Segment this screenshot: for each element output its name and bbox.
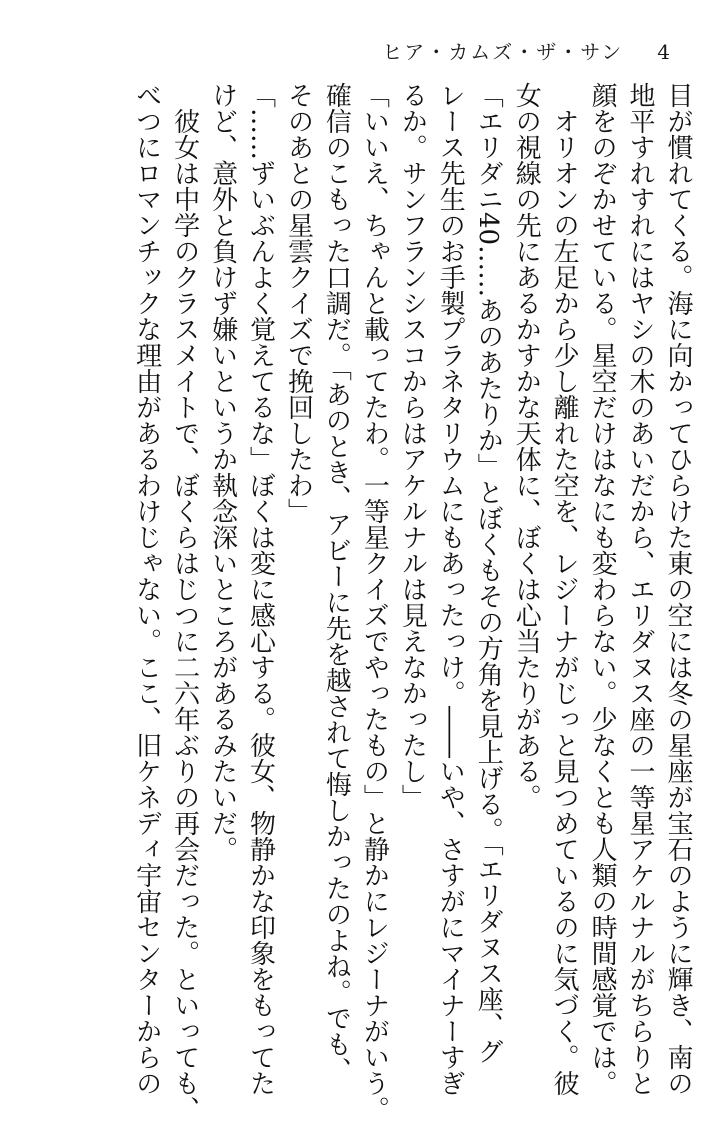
text-line: 地平すれすれにはヤシの木のあいだから、エリダヌス座の一等星アケルナルがちらりと: [625, 82, 656, 1096]
text-line: べつにロマンチックな理由があるわけじゃない。ここ、旧ケネディ宇宙センターからの: [131, 82, 162, 1096]
text-line: 女の視線の先にあるかすかな天体に、ぼくは心当たりがある。: [511, 82, 542, 810]
text-line: けど、意外と負けず嫌いというか執念深いところがあるみたいだ。: [207, 82, 238, 862]
running-header: [382, 36, 672, 65]
text-line: 顔をのぞかせている。星空だけはなにも変わらない。少なくとも人類の時間感覚では。: [587, 82, 618, 1096]
text-line: レース先生のお手製プラネタリウムにもあったっけ。――いや、さすがにマイナーすぎ: [435, 82, 466, 1096]
text-line: るか。サンフランシスコからはアケルナルは見えなかったし」: [397, 82, 428, 810]
text-line: 「いいえ、ちゃんと載ってたわ。一等星クイズでやったもの」と静かにレジーナがいう。: [359, 82, 390, 1122]
text-line: そのあとの星雲クイズで挽回したわ」: [283, 82, 314, 524]
text-line: 「……ずいぶんよく覚えてるな」ぼくは変に感心する。彼女、物静かな印象をもってた: [245, 82, 276, 1096]
text-line: オリオンの左足から少し離れた空を、レジーナがじっと見つめているのに気づく。彼: [549, 82, 580, 1096]
body-text: [16, 82, 696, 1122]
page-number: 4: [657, 40, 672, 64]
text-line: 確信のこもった口調だ。「あのとき、アビーに先を越されて悔しかったのよね。でも、: [321, 82, 352, 1083]
text-line: 目が慣れてくる。海に向かってひらけた東の空には冬の星座が宝石のように輝き、南の: [663, 82, 693, 1096]
text-line: 彼女は中学のクラスメイトで、ぼくらはじつに二六年ぶりの再会だった。といっても、: [169, 82, 200, 1122]
text-line: 「エリダニ40……あのあたりか」とぼくもその方角を見上げる。「エリダヌス座、グ: [473, 82, 504, 1065]
running-title: ヒア・カムズ・ザ・サン: [382, 40, 624, 64]
